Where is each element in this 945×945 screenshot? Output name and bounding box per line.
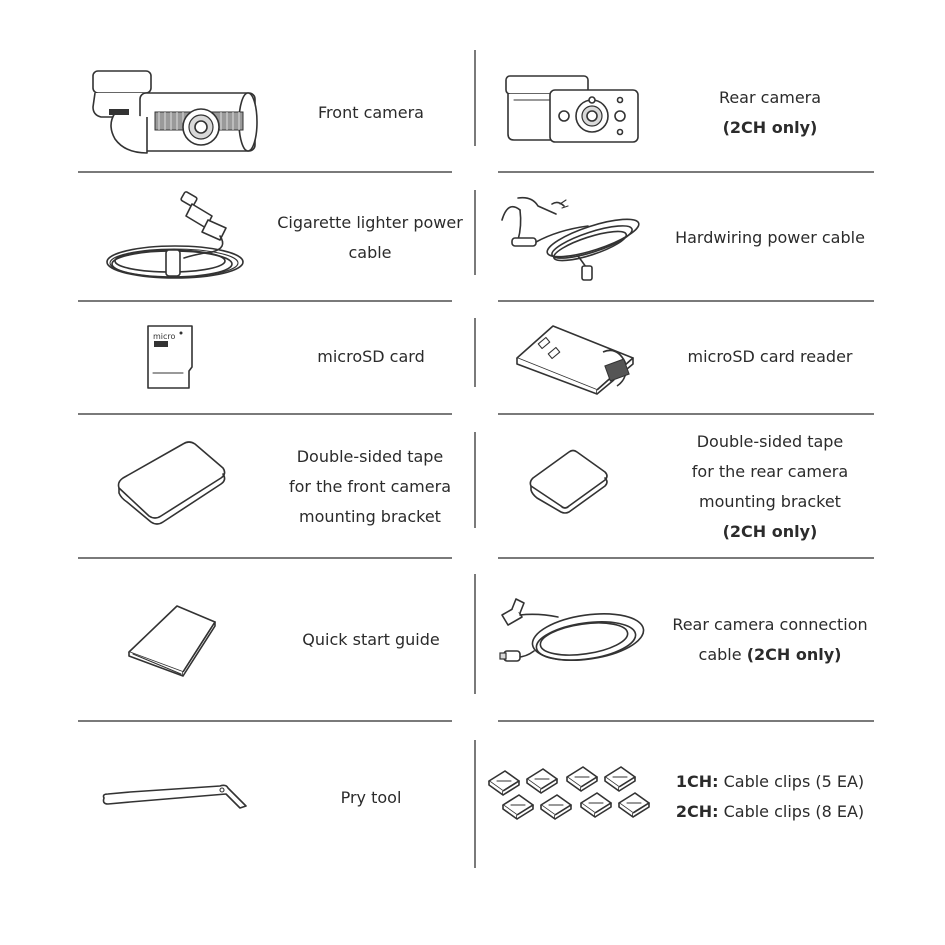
item-label: microSD card reader bbox=[687, 347, 853, 366]
column-divider bbox=[474, 50, 476, 146]
rear-camera-icon bbox=[500, 72, 645, 147]
row-divider bbox=[78, 720, 452, 722]
clips-label: 1CH: Cable clips (5 EA) 2CH: Cable clips (8 EA) bbox=[675, 772, 865, 821]
item-label: Hardwiring power cable bbox=[675, 228, 865, 247]
quick-start-guide-icon bbox=[125, 600, 220, 680]
rear-connection-cable-icon bbox=[498, 595, 648, 685]
microsd-card-icon bbox=[145, 323, 195, 391]
item-label: Pry tool bbox=[340, 788, 402, 807]
item-label: Double-sided tape for the front camera mounting bracket bbox=[289, 447, 451, 526]
column-divider bbox=[474, 574, 476, 694]
front-camera-icon bbox=[85, 65, 265, 160]
row-divider bbox=[498, 720, 874, 722]
item-label: Front camera bbox=[318, 103, 424, 122]
hardwiring-cable-icon bbox=[498, 190, 648, 285]
row-divider bbox=[78, 557, 452, 559]
column-divider bbox=[474, 190, 476, 275]
row-divider bbox=[78, 171, 452, 173]
row-divider bbox=[498, 413, 874, 415]
column-divider bbox=[474, 740, 476, 868]
rear-tape-icon bbox=[527, 448, 612, 518]
card-reader-icon bbox=[513, 318, 643, 393]
cable-clips-icon bbox=[485, 765, 665, 830]
item-label: Quick start guide bbox=[302, 630, 440, 649]
item-label: Rear camera (2CH only) bbox=[718, 88, 822, 137]
column-divider bbox=[474, 318, 476, 387]
row-divider bbox=[498, 557, 874, 559]
pry-tool-icon bbox=[100, 780, 250, 815]
cigarette-lighter-cable-icon bbox=[100, 188, 250, 288]
row-divider bbox=[498, 300, 874, 302]
item-label: microSD card bbox=[317, 347, 425, 366]
row-divider bbox=[498, 171, 874, 173]
column-divider bbox=[474, 432, 476, 528]
front-tape-icon bbox=[115, 440, 230, 530]
svg-text:micro: micro bbox=[153, 332, 176, 341]
row-divider bbox=[78, 413, 452, 415]
item-label: Rear camera connection cable (2CH only) bbox=[672, 615, 868, 664]
row-divider bbox=[78, 300, 452, 302]
item-label: Double-sided tape for the rear camera mounting bracket (2CH only) bbox=[691, 432, 849, 541]
item-label: Cigarette lighter power cable bbox=[277, 213, 463, 262]
